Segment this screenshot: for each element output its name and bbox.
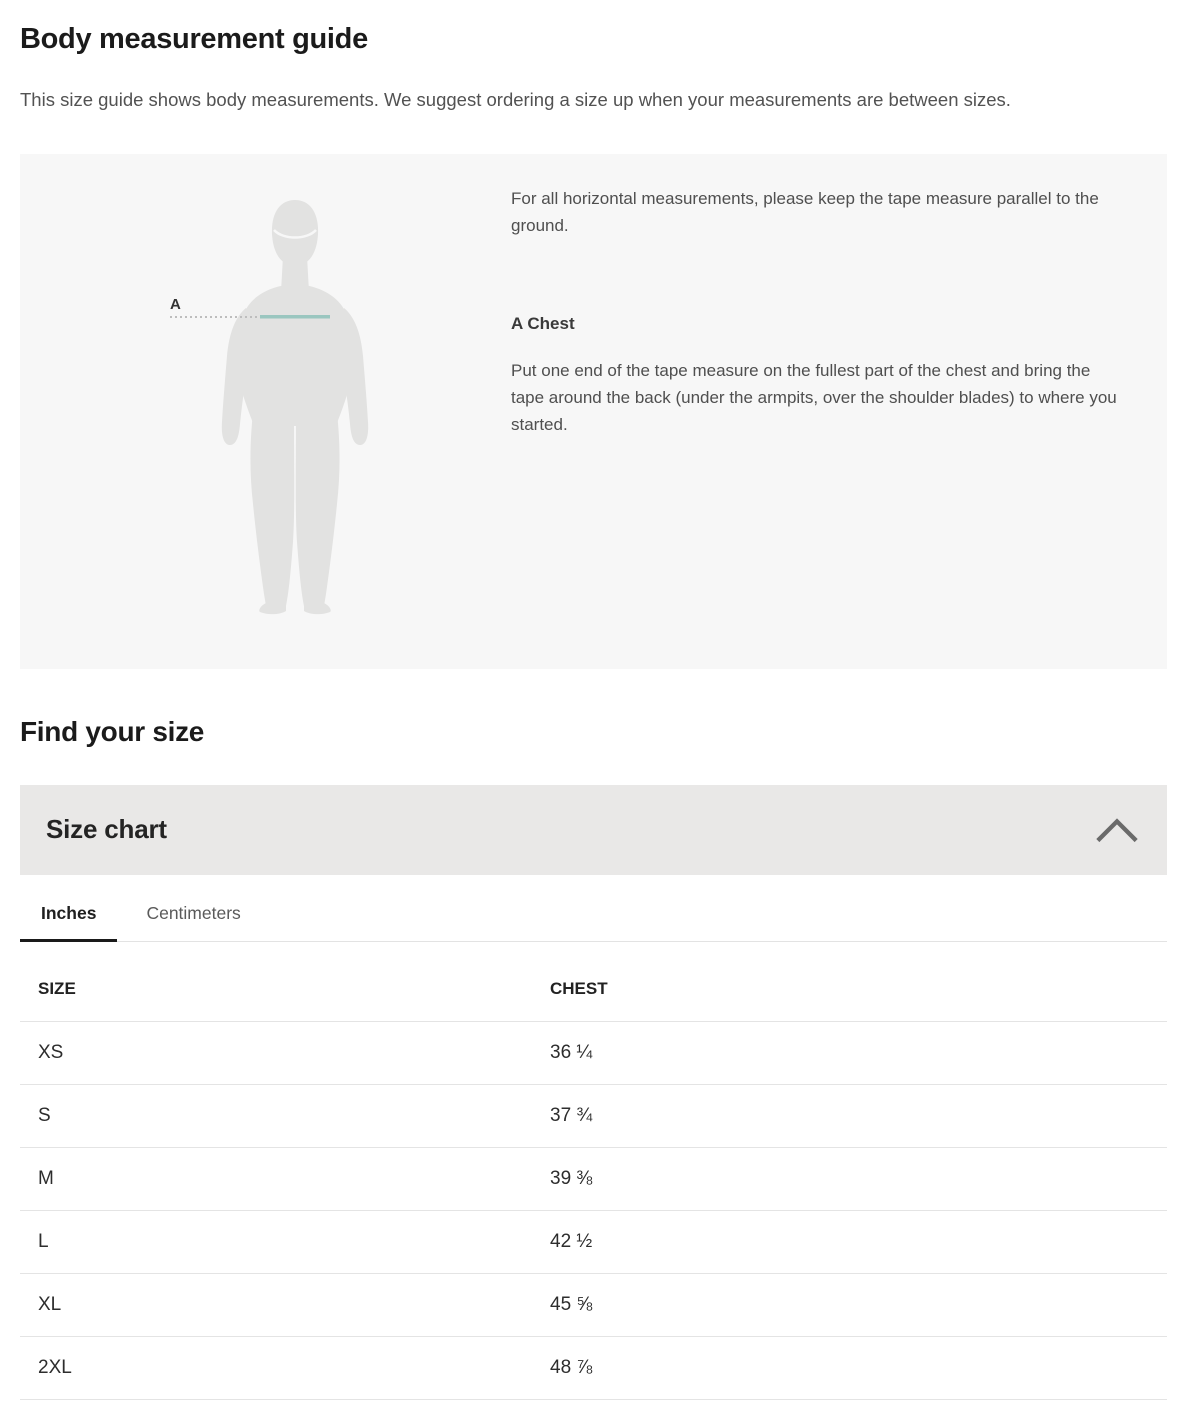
- chest-cell: 39 ⅜: [532, 1147, 1167, 1210]
- chest-cell: 37 ¾: [532, 1084, 1167, 1147]
- table-row: [20, 1210, 1167, 1273]
- table-header-row: [20, 942, 1167, 1022]
- table-row: [20, 1147, 1167, 1210]
- table-row: [20, 1336, 1167, 1399]
- body-silhouette: [222, 200, 368, 614]
- chevron-up-icon[interactable]: [1094, 816, 1140, 844]
- chest-cell: 42 ½: [532, 1210, 1167, 1273]
- column-header-chest: CHEST: [532, 942, 1167, 1022]
- size-table: [20, 942, 1167, 1400]
- chest-cell: 48 ⅞: [532, 1336, 1167, 1399]
- size-cell: 2XL: [20, 1336, 532, 1399]
- body-silhouette-figure: [20, 154, 490, 669]
- measure-note: For all horizontal measurements, please keep the tape measure parallel to the ground.: [511, 189, 1099, 236]
- measurement-instructions: Put one end of the tape measure on the fullest part of the chest and bring the tape around the back (under the armpits, over the shoulder blades) to where you started.: [511, 361, 1117, 435]
- measurement-label-a: A: [170, 296, 181, 314]
- tab-inches[interactable]: Inches: [20, 892, 117, 942]
- intro-text: This size guide shows body measurements. We suggest ordering a size up when your measurements are between sizes.: [20, 88, 1011, 110]
- measurement-guide-panel: [20, 154, 1167, 669]
- find-your-size-heading: Find your size: [20, 716, 205, 748]
- body-measurement-guide-page: [0, 24, 1190, 1404]
- size-cell: L: [20, 1210, 532, 1273]
- table-row: [20, 1021, 1167, 1084]
- size-chart-section: [20, 785, 1167, 1400]
- size-cell: M: [20, 1147, 532, 1210]
- table-row: [20, 1084, 1167, 1147]
- size-cell: XL: [20, 1273, 532, 1336]
- chest-cell: 45 ⅝: [532, 1273, 1167, 1336]
- size-chart-title: Size chart: [46, 814, 167, 845]
- chest-measure-line-a: [260, 315, 330, 319]
- column-header-size: SIZE: [20, 942, 532, 1022]
- size-chart-header[interactable]: [20, 785, 1167, 875]
- page-title: Body measurement guide: [20, 23, 368, 55]
- size-cell: S: [20, 1084, 532, 1147]
- tab-centimeters[interactable]: Centimeters: [125, 892, 261, 941]
- unit-tabs: [20, 892, 1167, 942]
- guide-text-column: [511, 185, 1123, 438]
- chest-cell: 36 ¼: [532, 1021, 1167, 1084]
- size-cell: XS: [20, 1021, 532, 1084]
- measurement-title: A Chest: [511, 314, 575, 334]
- table-row: [20, 1273, 1167, 1336]
